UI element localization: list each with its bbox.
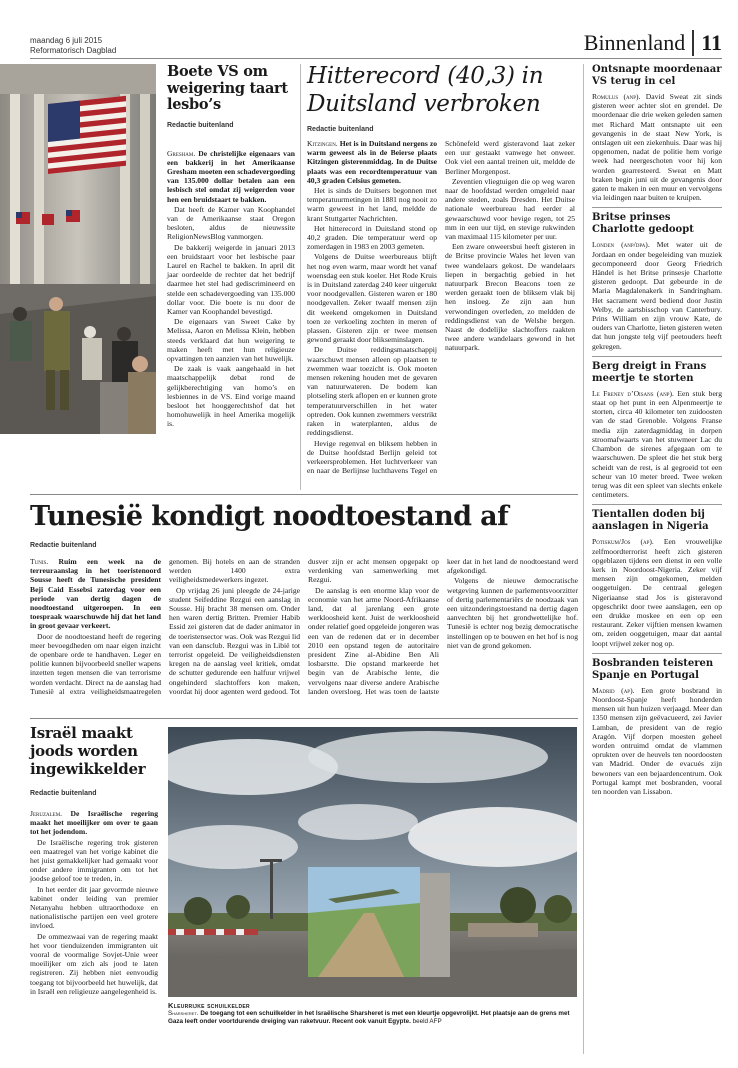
article-hitte-paragraph: Een zware onweersbui heeft gisteren in de Britse provincie Wales het leven van twee wandelaars gekost. De wandelaars liepen in bergachtig gebied in het natuurpark Brecon Beacons toen ze werden geraakt toen de bliksem vlak bij hen insloeg. Ze zijn aan hun verwondingen overleden, zo meldden de reddingsdienst van de Welshe bergen. Naast de dodelijke slachtoffers raakten twee andere wandelaars gewond in het natuurpark.: [445, 242, 575, 353]
article-lesbo-paragraph: De zaak is vaak aangehaald in het maatschappelijk debat rond de gelijkberechtiging van homo’s en lesbiennes in de VS. Eind vorige maand besloot het hooggerechtshof dat het homohuwelijk in heel Amerika mogelijk is.: [167, 364, 295, 429]
article-tunesie-paragraph: De aanslag is een enorme klap voor de economie van het arme Noord-Afrikaanse land, dat al jarenlang een grote werkloosheid kent. Juist de werkloosheid onder relatief goed opgeleide jongeren was een van de redenen dat er in december 2010 een opstand tegen de autoritaire president Zine al-Abidine Ben Ali losbarstte. Die opstand markeerde het begin van de Arabische lente, die vervolgens naar diverse andere Arabische landen oversloeg. Het was toen de laatste keer dat in het land de noodtoestand werd afgekondigd.: [308, 557, 578, 696]
article-hitte-lead: Het is in Duitsland nergens zo warm geweest als in de Beierse plaats Kitzingen gisterenmiddag. In de Duitse plaats was een recordtemperatuur van 40,3 graden Celsius gemeten.: [307, 139, 438, 185]
article-tunesie: [30, 500, 578, 704]
sidebar-item-dateline: Potiskum/Jos (ap).: [592, 537, 654, 547]
article-lesbo-paragraph: De bakkerij weigerde in januari 2013 een bruidstaart voor het lesbische paar Laurel en Rachel te bakken. In april dit jaar oordeelde de rechter dat het bedrijf daarmee het stel had gediscrimineerd en stelde een schadevergoeding van 135.000 dollar voor. Die boete is nu door de Kamer van Koophandel bevestigd.: [167, 242, 295, 316]
sidebar-item-title: Berg dreigt in Frans meertje te storten: [592, 360, 707, 384]
sidebar-item-dateline: Londen (anp/dpa).: [592, 240, 650, 250]
article-hitte-body: [307, 139, 575, 483]
sidebar-item-title: Bosbranden teisteren Spanje en Portugal: [592, 657, 714, 681]
sidebar-divider: [583, 64, 584, 1054]
section-rule: [30, 494, 578, 495]
sidebar-item-text: Met water uit de Jordaan en onder begeleiding van muziek gecomponeerd door Georg Friedrich Händel is het Britse prinsesje Charlotte gisteren gedoopt. Dat gebeurde in de Maria Magdalenakerk in Sandringham. Het sacrament werd bediend door Justin Welby, de aartsbisschop van Canterbury. Prins William en zijn vrouw Kate, de ouders van Charlotte, lieten gisteren weten dat hun jongste telg vijf peetouders heeft gekregen.: [592, 240, 722, 351]
article-hitte-dateline: Kitzingen.: [307, 139, 338, 148]
sidebar-item: [592, 504, 722, 647]
sidebar-item-text: Een stuk berg staat op het punt in een Alpenmeertje te storten, circa 40 kilometer ten zuidoosten van de stad Grenoble. Volgens Franse media zijn zaterdagmiddag in dorpen stroomafwaarts van het stuwmeer Lac du Chambon de sirenes afgegaan om te waarschuwen. De spleet die het stuk berg scheidt van de rest, is al gegroeid tot een scheur van 10 meter breed. Twee weken terug was dit een spleet van slechts enkele centimeters.: [592, 388, 722, 500]
page-date: maandag 6 juli 2015: [30, 36, 103, 45]
article-tunesie-lead: Ruim een week na de terreuraanslag in het toeristenoord Sousse heeft de Tunesische president Beji Caid Essebsi zaterdag voor een periode van dertig dagen de noodtoestand uitgeroepen. In een toespraak waarschuwde hij dat het land in groot gevaar verkeert.: [30, 557, 161, 631]
article-lesbo-body: [167, 149, 295, 429]
section-rule: [30, 718, 578, 719]
sidebar-item-text: Een vrouwelijke zelfmoordterrorist heeft zich gisteren opgeblazen tijdens een dienst in een volle kerk in Noordoost-Nigeria. Zeker vijf mensen zijn omgekomen, melden ooggetuigen. De centraal gelegen Nigeriaanse stad Jos is gisteravond opgeschrikt door twee aanslagen, een op een drukke moskee en een op een restaurant. Zeker vijftien mensen kwamen om, zeiden ooggetuigen, maar dat aantal loopt vrijwel zeker nog op.: [592, 537, 722, 648]
article-lesbo-paragraph: Dat heeft de Kamer van Koophandel van de Amerikaanse staat Oregon besloten, aldus de nieuwssite ReligionNewsBlog vanmorgen.: [167, 204, 295, 242]
sidebar-item-title: Britse prinses Charlotte gedoopt: [592, 212, 694, 236]
article-tunesie-paragraph: Volgens de nieuwe democratische wetgeving kunnen de parlementsvoorzitter of dertig parlementariërs de noodzaak van een uitzonderingstoestand na dertig dagen aanvechten bij het grondwettelijke hof. Tunesië is echter nog bezig democratische instellingen op te bouwen en het hof is nog niet van de grond gekomen.: [447, 576, 578, 650]
sidebar-item-text: Een grote bosbrand in Noordoost-Spanje heeft honderden mensen uit hun huizen verjaagd. Meer dan 1350 mensen zijn geëvacueerd, zei Javier Lamban, de president van de regio Aragón. Vijf dorpen moesten geheel worden ontruimd omdat de vlammen oprukten over de heuvels ten noordoosten van Madrid. Onder de evacués zijn bewoners van een bejaardencentrum. Ook Portugal kampt met bosbranden, vooral ten noorden van Lissabon.: [592, 685, 722, 796]
article-tunesie-title: Tunesië kondigt noodtoestand af: [30, 501, 509, 532]
article-hitte-title: Hitterecord (40,3) in Duitsland verbroken: [307, 63, 544, 117]
paper-name: Reformatorisch Dagblad: [30, 46, 117, 55]
photo-shelter: [168, 727, 577, 997]
article-lesbo-paragraph: De eigenaars van Sweet Cake by Melissa, Aaron en Melissa Klein, hebben steeds verklaard dat hun weigering te maken heeft met hun religieuze opvattingen ten aanzien van het huwelijk.: [167, 317, 295, 363]
sidebar-item-title: Ontsnapte moordenaar VS terug in cel: [592, 64, 722, 87]
sidebar-item: [592, 653, 722, 796]
article-hitte-paragraph: Het hitterecord in Duitsland stond op 40,2 graden. Die temperatuur werd op zomerdagen in 1983 en 2003 gemeten.: [307, 223, 437, 252]
sidebar-item-title: Tientallen doden bij aanslagen in Nigeria: [592, 509, 709, 533]
article-hitte-paragraph: Hevige regenval en bliksem hebben in de Duitse hoofdstad Berlijn geleid tot verkeersproblemen. Het luchtverkeer van en naar de Berlijnse luchthavens Tegel en Schönefeld werd gisteravond laat zeker een uur gestaakt vanwege het onweer. Ook viel een aantal treinen uit, meldde de Berliner Morgenpost.: [307, 139, 575, 476]
article-israel-title: Israël maakt joods worden ingewikkelder: [30, 724, 146, 778]
article-hitte-byline: Redactie buitenland: [307, 126, 374, 133]
section-header: [584, 30, 722, 56]
sidebar-item-dateline: Le Freney d’Oisans (anp).: [592, 388, 674, 398]
article-lesbo: [167, 64, 295, 430]
photo-credit: beeld AFP: [412, 1018, 442, 1025]
article-israel-paragraph: In het eerder dit jaar gevormde nieuwe kabinet onder leiding van premier Netanyahu hebben ultraorthodoxe en nationalistische partijen een veel grotere invloed.: [30, 884, 158, 931]
article-hitte: [307, 62, 575, 483]
sidebar-news: [592, 64, 722, 801]
article-lesbo-title: Boete VS om weigering taart lesbo’s: [167, 63, 288, 113]
article-israel-paragraph: De ommezwaai van de regering maakt het voor tienduizenden immigranten uit vooral de voormalige Sovjet-Unie weer moeilijker om zich als jood te laten registreren. Zij hebben niet eenvoudig toegang tot bijvoorbeeld het huwelijk, dat in Israël een religieuze aangelegenheid is.: [30, 931, 158, 996]
article-israel-lead: De Israëlische regering maakt het moeilijker om over te gaan tot het jodendom.: [30, 809, 158, 837]
sidebar-item: [592, 207, 722, 350]
article-tunesie-paragraph: Door de noodtoestand heeft de regering meer bevoegdheden om naar eigen inzicht de openbare orde te handhaven. Leger en politie kunnen bijvoorbeeld sneller wapens inzetten tegen mensen die van terrorisme worden verdacht. Direct na de aanslag had Tunesië al extra veiligheidsmaatregelen genomen. Bij hotels en aan de stranden werden 1400 extra veiligheidsmedewerkers ingezet.: [30, 557, 300, 696]
sidebar-item-dateline: Romulus (anp).: [592, 92, 641, 101]
photo-caption: [168, 1001, 577, 1026]
article-lesbo-dateline: Gresham.: [167, 148, 196, 158]
article-lesbo-byline: Redactie buitenland: [167, 121, 234, 129]
article-hitte-paragraph: Het is sinds de Duitsers begonnen met temperatuurmetingen in 1881 nog nooit zo warm geweest in het land, meldde de krant Stuttgarter Nachrichten.: [307, 186, 437, 223]
sidebar-item: [592, 356, 722, 499]
article-tunesie-paragraph: Op vrijdag 26 juni pleegde de 24-jarige student Seifeddine Rezgui een aanslag in Sousse. Hij bracht 38 mensen om. Onder hen waren dertig Britten. Premier Habib Essid zei gisteren dat de dader animator in de toeristensector was. Ook was Rezgui lid van een dansclub. Rezgui was in Libië tot terrorist opgeleid. De veiligheidsdiensten kregen na de aanslag veel kritiek, omdat de schutter gedurende een halfuur vrijwel ongehinderd slachtoffers kon maken, voordat hij door agenten werd gedood. Tot dusver zijn er acht mensen opgepakt op verdenking van samenwerking met Rezgui.: [169, 557, 439, 696]
photo-caption-title: Kleurrijke schuilkelder: [168, 1001, 250, 1010]
article-hitte-paragraph: De Duitse reddingsmaatschappij waarschuwt mensen alleen op plaatsen te zwemmen waar toezicht is. Ook moeten mensen rekening houden met de gevaren van natuurwateren. De bodem kan plotseling sterk aflopen en er kunnen grote temperatuurverschillen in het water optreden. Ook kunnen zwemmers verstrikt raken in waterplanten, aldus de reddingsdienst.: [307, 345, 437, 438]
header-rule: [30, 58, 722, 59]
section-name: Binnenland: [583, 30, 686, 55]
article-israel-paragraph: De Israëlische regering trok gisteren een maatregel van het vorige kabinet die het juist gemakkelijker had gemaakt voor onder andere immigranten om tot het joodse geloof toe te treden, in.: [30, 837, 158, 884]
article-israel-dateline: Jeruzalem.: [30, 809, 63, 818]
column-divider: [300, 64, 301, 490]
article-israel-body: [30, 809, 158, 996]
article-lesbo-lead: De christelijke eigenaars van een bakkerij in het Amerikaanse Gresham moeten een schadevergoeding van 135.000 dollar betalen aan een lesbisch stel omdat zij weigerden voor hen een bruidstaart te bakken.: [167, 148, 295, 204]
article-israel-byline: Redactie buitenland: [30, 790, 97, 797]
section-divider: [692, 30, 694, 56]
page-number: 11: [701, 30, 722, 55]
article-hitte-paragraph: Volgens de Duitse weerbureaus blijft het nog even warm, maar wordt het vanaf woensdag een stuk koeler. Het Rode Kruis is in Duitsland zaterdag 240 keer uitgerukt voor noodgevallen. Gisteren waren er 180 noodgevallen. Zeker twaalf mensen zijn dit weekend omgekomen in Duitsland toen ze verkoeling zochten in meren of plassen. Gisteren zijn er twee mensen gewond geraakt door blikseminslagen.: [307, 252, 437, 345]
sidebar-item: [592, 64, 722, 202]
article-tunesie-byline: Redactie buitenland: [30, 542, 97, 549]
sidebar-item-dateline: Madrid (ap).: [592, 685, 635, 695]
photo-caption-text-block: [168, 1010, 577, 1026]
photo-wall-street: [0, 64, 156, 434]
article-tunesie-body: [30, 557, 578, 704]
page-date-block: [30, 36, 116, 56]
sidebar-item-text: David Sweat zit sinds gisteren weer achter slot en grendel. De moordenaar die drie weken geleden samen met Richard Matt ontsnapte uit een gevangenis in de staat New York, is ontslagen uit een ziekenhuis. Daar was hij opgenomen, nadat de politie hem vorige week had neergeschoten voor hij kon worden gearresteerd. Sweat en Matt braken begin juni uit de gevangenis door gaten te maken in een muur en vervolgens via leidingen naar buiten te kruipen.: [592, 92, 722, 203]
photo-caption-dateline: Sharsheret.: [168, 1010, 199, 1017]
article-tunesie-dateline: Tunis.: [30, 557, 49, 566]
article-hitte-paragraph: Zeventien vliegtuigen die op weg waren naar de hoofdstad werden omgeleid naar andere steden, zoals Dresden. Het Duitse nationale weerbureau had eerder al gewaarschuwd voor hevige regen, tot 25 mm in een uur tijd, en stevige rukwinden van maximaal 115 kilometer per uur.: [445, 176, 575, 242]
article-israel: [30, 724, 158, 997]
photo-caption-text: De toegang tot een schuilkelder in het Israëlische Sharsheret is met een kleurtje opgevrolijkt. Het plaatsje aan de grens met Gaza leeft onder voortdurende dreiging van raketvuur. Recent ook vanuit Egypte.: [168, 1010, 570, 1025]
